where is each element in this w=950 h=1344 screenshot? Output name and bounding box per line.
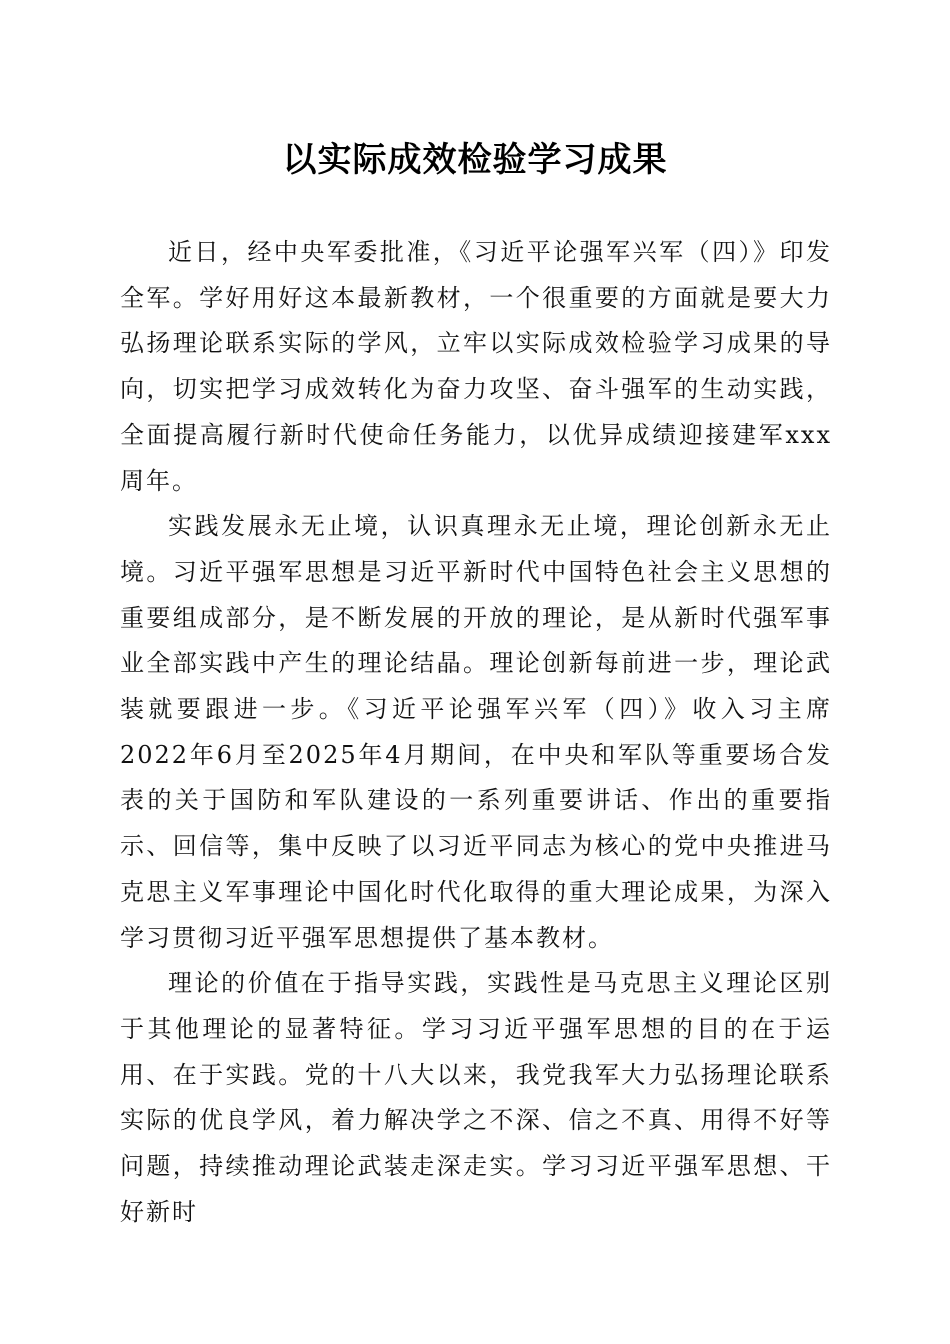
document-title: 以实际成效检验学习成果 <box>282 140 668 180</box>
paragraph-2: 实践发展永无止境，认识真理永无止境，理论创新永无止境。习近平强军思想是习近平新时代中国特色社会主义思想的重要组成部分，是不断发展的开放的理论，是从新时代强军事业全部实践中产生的理论结晶。理论创新每前进一步，理论武装就要跟进一步。《习近平论强军兴军（四）》收入习主席2022年6月至2025年4月期间，在中央和军队等重要场合发表的关于国防和军队建设的一系列重要讲话、作出的重要指示、回信等，集中反映了以习近平同志为核心的党中央推进马克思主义军事理论中国化时代化取得的重大理论成果，为深入学习贯彻习近平强军思想提供了基本教材。 <box>120 512 832 952</box>
document-body <box>120 230 832 1235</box>
paragraph-3: 理论的价值在于指导实践，实践性是马克思主义理论区别于其他理论的显著特征。学习习近平强军思想的目的在于运用、在于实践。党的十八大以来，我党我军大力弘扬理论联系实际的优良学风，着力解决学之不深、信之不真、用得不好等问题，持续推动理论武装走深走实。学习习近平强军思想、干好新时 <box>120 969 832 1226</box>
paragraph-1: 近日，经中央军委批准，《习近平论强军兴军（四）》印发全军。学好用好这本最新教材，一个很重要的方面就是要大力弘扬理论联系实际的学风，立牢以实际成效检验学习成果的导向，切实把学习成效转化为奋力攻坚、奋斗强军的生动实践，全面提高履行新时代使命任务能力，以优异成绩迎接建军xxx周年。 <box>120 238 832 495</box>
